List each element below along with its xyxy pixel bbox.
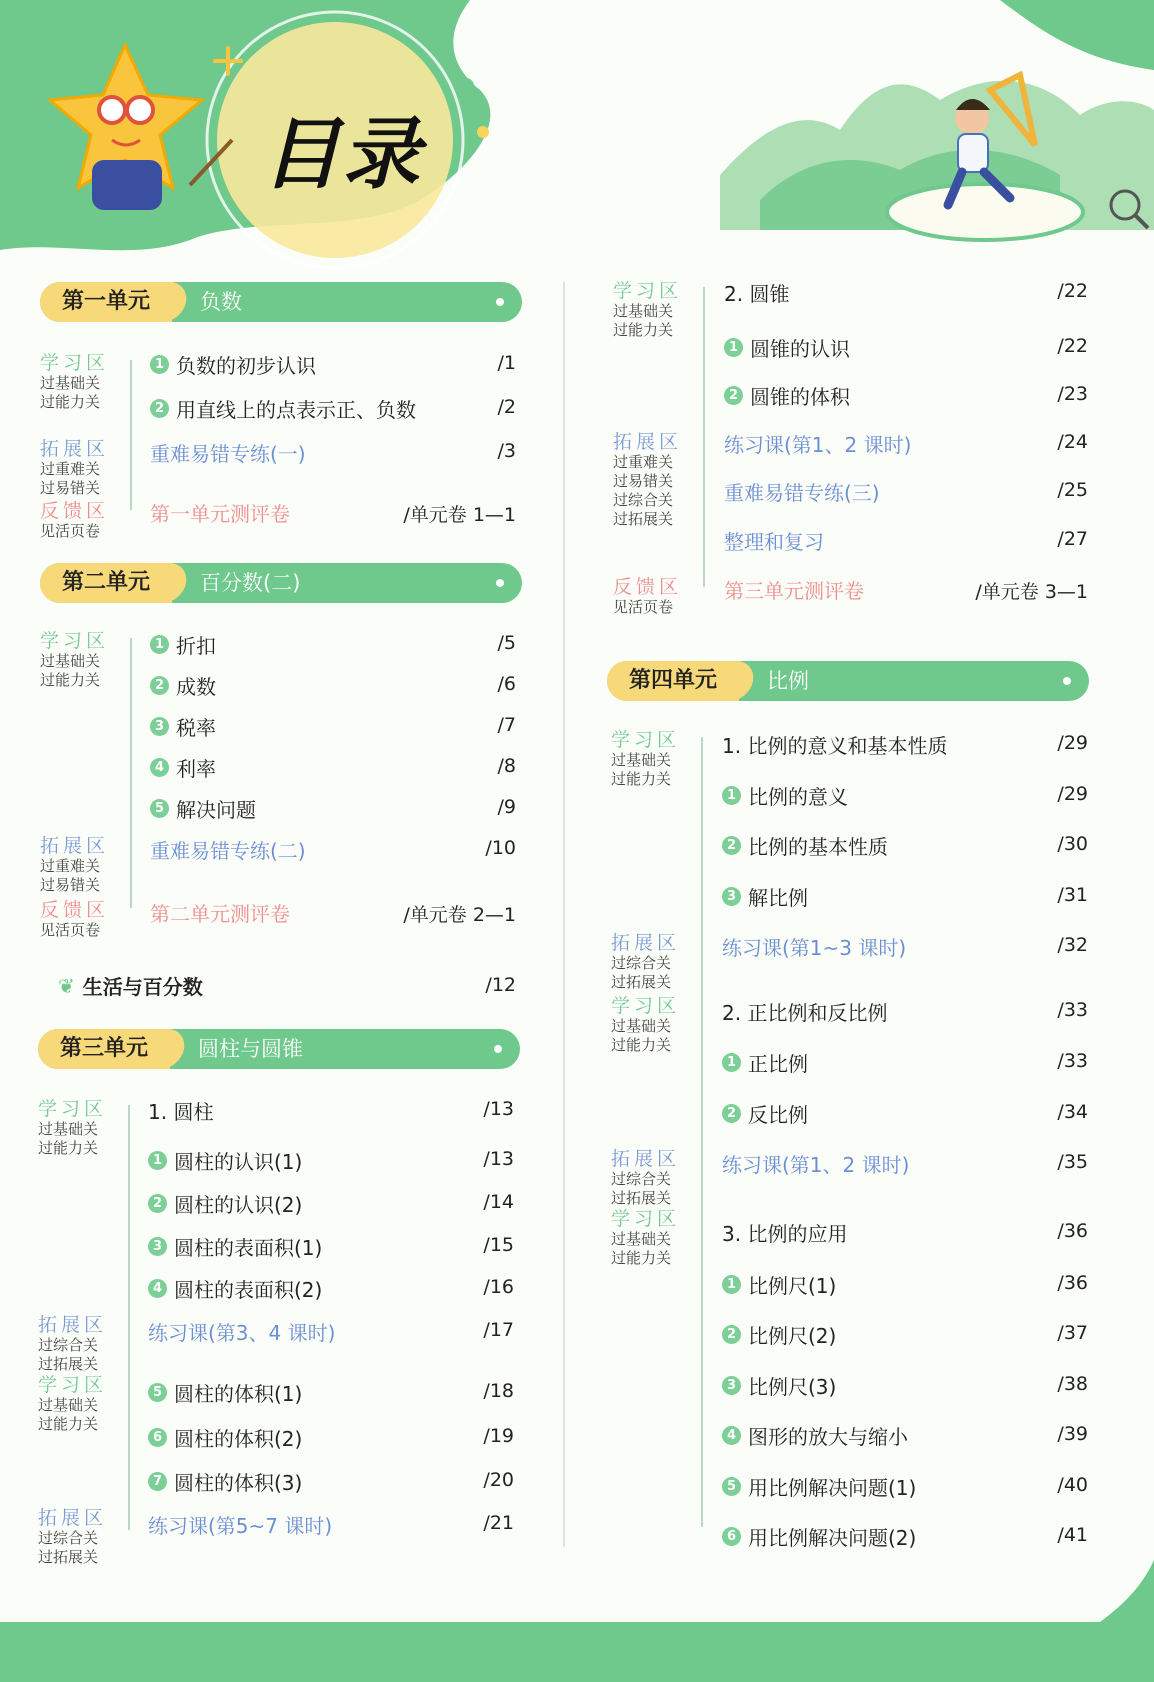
toc-entry[interactable] [722, 781, 848, 810]
page-number: /29 [1057, 732, 1088, 754]
zone-study [613, 280, 682, 340]
zone-study [40, 352, 109, 412]
toc-entry[interactable] [722, 1149, 909, 1178]
zone-study [611, 1208, 680, 1268]
number-icon: 3 [722, 887, 741, 906]
zone-line: 过能力关 [611, 1249, 672, 1267]
zone-title: 拓展区 [38, 1314, 108, 1336]
entry-title: 重难易错专练(二) [150, 839, 306, 863]
zone-line: 过能力关 [40, 671, 101, 689]
zone-title: 反馈区 [40, 899, 110, 921]
number-icon: 1 [150, 355, 169, 374]
toc-entry[interactable] [724, 477, 880, 506]
toc-entry[interactable] [722, 1099, 808, 1128]
number-icon: 7 [148, 1472, 167, 1491]
entry-title: 练习课(第1、2 课时) [722, 1153, 910, 1177]
zone-title: 学习区 [611, 1208, 681, 1230]
toc-entry[interactable] [148, 1096, 213, 1125]
zone-feedback [40, 500, 109, 541]
page-number: /10 [485, 837, 516, 859]
zone-title: 拓展区 [40, 835, 110, 857]
zone-line: 过综合关 [613, 491, 674, 509]
entry-title: 重难易错专练(三) [724, 481, 880, 505]
entry-title: 练习课(第5~7 课时) [148, 1514, 333, 1538]
toc-entry[interactable] [724, 381, 850, 410]
number-icon: 5 [150, 799, 169, 818]
zone-title: 学习区 [40, 352, 110, 374]
number-icon: 2 [150, 399, 169, 418]
zone-line: 过拓展关 [613, 510, 674, 528]
toc-entry[interactable] [150, 438, 306, 467]
page-number: /6 [497, 673, 516, 695]
entry-title: 圆锥的体积 [750, 385, 850, 409]
number-icon: 3 [722, 1376, 741, 1395]
zone-extend [38, 1314, 107, 1374]
zone-line: 见活页卷 [40, 921, 101, 939]
page-number: /3 [497, 440, 516, 462]
toc-entry[interactable] [722, 1421, 908, 1450]
page-number: /7 [497, 714, 516, 736]
toc-entry[interactable] [148, 1274, 322, 1303]
timeline [128, 1105, 130, 1530]
number-icon: 1 [722, 1053, 741, 1072]
zone-extend [611, 1148, 680, 1208]
zone-title: 学习区 [38, 1374, 108, 1396]
zone-title: 拓展区 [38, 1507, 108, 1529]
toc-entry[interactable] [150, 835, 306, 864]
toc-entry[interactable] [148, 1317, 335, 1346]
page-number: /34 [1057, 1101, 1088, 1123]
entry-title: 重难易错专练(一) [150, 442, 306, 466]
zone-line: 过重难关 [40, 857, 101, 875]
page-number: /33 [1057, 999, 1088, 1021]
toc-entry[interactable] [724, 429, 911, 458]
toc-entry[interactable] [148, 1467, 302, 1496]
page-number: /16 [483, 1276, 514, 1298]
page-number: /20 [483, 1469, 514, 1491]
zone-line: 过易错关 [40, 479, 101, 497]
page-number: /5 [497, 632, 516, 654]
entry-title: 比例尺(2) [748, 1324, 837, 1348]
entry-title: 比例尺(1) [748, 1274, 837, 1298]
zone-extend [613, 431, 682, 529]
page-number: /29 [1057, 783, 1088, 805]
dot-icon [1063, 677, 1071, 685]
toc-entry[interactable] [722, 1270, 836, 1299]
toc-entry[interactable] [150, 794, 256, 823]
zone-line: 过拓展关 [38, 1355, 99, 1373]
sprout-icon: ❦ [58, 973, 75, 998]
page-number: /21 [483, 1512, 514, 1534]
zone-title: 拓展区 [611, 1148, 681, 1170]
zone-study [611, 995, 680, 1055]
zone-feedback [613, 576, 682, 617]
page-number: /40 [1057, 1474, 1088, 1496]
page-number: /23 [1057, 383, 1088, 405]
toc-entry[interactable] [150, 712, 216, 741]
page-number: /22 [1057, 335, 1088, 357]
zone-line: 过综合关 [611, 1170, 672, 1188]
page-number: /25 [1057, 479, 1088, 501]
page-number: /41 [1057, 1524, 1088, 1546]
toc-entry[interactable] [150, 498, 290, 527]
toc-entry[interactable] [722, 730, 947, 759]
entry-title: 比例的意义 [748, 785, 848, 809]
page-number: /35 [1057, 1151, 1088, 1173]
zone-line: 过能力关 [611, 1036, 672, 1054]
zone-line: 过基础关 [613, 302, 674, 320]
page-number: /36 [1057, 1272, 1088, 1294]
unit-name: 第四单元 [607, 661, 739, 701]
page-number: /32 [1057, 934, 1088, 956]
toc-entry[interactable] [150, 394, 416, 423]
zone-line: 过拓展关 [611, 1189, 672, 1207]
page-number: /2 [497, 396, 516, 418]
toc-entry[interactable] [722, 831, 888, 860]
number-icon: 4 [150, 758, 169, 777]
toc-entry[interactable] [150, 753, 216, 782]
toc-entry[interactable] [724, 526, 824, 555]
number-icon: 6 [148, 1428, 167, 1447]
page-number: /8 [497, 755, 516, 777]
toc-entry[interactable] [722, 932, 906, 961]
page-title: 目录 [262, 110, 423, 200]
page-number: /33 [1057, 1050, 1088, 1072]
entry-title: 反比例 [748, 1103, 808, 1127]
number-icon: 5 [148, 1383, 167, 1402]
zone-line: 过能力关 [613, 321, 674, 339]
zone-line: 过能力关 [40, 393, 101, 411]
zone-extend [40, 835, 109, 895]
toc-entry[interactable] [722, 1472, 916, 1501]
zone-line: 过能力关 [38, 1415, 99, 1433]
zone-extend [611, 932, 680, 992]
timeline [130, 638, 132, 908]
zone-line: 过基础关 [38, 1120, 99, 1138]
entry-title: 负数的初步认识 [176, 354, 316, 378]
zone-line: 过基础关 [611, 751, 672, 769]
timeline [701, 737, 703, 1527]
page-number: /单元卷 3—1 [975, 581, 1088, 603]
dot-icon [494, 1045, 502, 1053]
zone-study [611, 729, 680, 789]
entry-title: 用直线上的点表示正、负数 [176, 398, 416, 422]
zone-title: 反馈区 [613, 576, 683, 598]
entry-title: 圆锥的认识 [750, 337, 850, 361]
entry-title: 第三单元测评卷 [724, 579, 864, 603]
page-number: /12 [485, 974, 516, 996]
zone-line: 见活页卷 [40, 522, 101, 540]
entry-title: 比例的基本性质 [748, 835, 888, 859]
page-number: /38 [1057, 1373, 1088, 1395]
zone-line: 过基础关 [38, 1396, 99, 1414]
entry-title: 圆柱的体积(3) [174, 1471, 303, 1495]
toc-entry[interactable] [724, 333, 850, 362]
zone-line: 过易错关 [613, 472, 674, 490]
page-number: /37 [1057, 1322, 1088, 1344]
zone-study [38, 1098, 107, 1158]
zone-line: 过综合关 [38, 1336, 99, 1354]
number-icon: 1 [722, 1275, 741, 1294]
number-icon: 3 [148, 1237, 167, 1256]
number-icon: 1 [148, 1151, 167, 1170]
unit-topic: 圆柱与圆锥 [198, 1037, 304, 1061]
zone-line: 过基础关 [40, 374, 101, 392]
entry-title: 2. 圆锥 [724, 282, 790, 306]
page-number: /22 [1057, 280, 1088, 302]
entry-title: 圆柱的表面积(1) [174, 1236, 323, 1260]
unit-header [607, 661, 1089, 701]
number-icon: 2 [722, 1104, 741, 1123]
unit-name: 第一单元 [40, 282, 172, 322]
entry-title: 圆柱的认识(1) [174, 1150, 303, 1174]
toc-entry[interactable] [150, 898, 290, 927]
zone-title: 学习区 [38, 1098, 108, 1120]
entry-title: 生活与百分数 [82, 975, 203, 999]
entry-title: 圆柱的体积(1) [174, 1382, 303, 1406]
number-icon: 2 [150, 676, 169, 695]
number-icon: 1 [724, 338, 743, 357]
number-icon: 1 [722, 786, 741, 805]
entry-title: 比例尺(3) [748, 1375, 837, 1399]
zone-study [38, 1374, 107, 1434]
zone-title: 拓展区 [40, 438, 110, 460]
number-icon: 4 [722, 1426, 741, 1445]
zone-line: 过能力关 [611, 770, 672, 788]
zone-line: 过拓展关 [38, 1548, 99, 1566]
number-icon: 2 [148, 1194, 167, 1213]
toc-entry[interactable] [148, 1378, 302, 1407]
page-number: /18 [483, 1380, 514, 1402]
zone-line: 过基础关 [611, 1230, 672, 1248]
page-number: /19 [483, 1425, 514, 1447]
zone-feedback [40, 899, 109, 940]
number-icon: 6 [722, 1527, 741, 1546]
toc-entry[interactable] [148, 1423, 302, 1452]
entry-title: 3. 比例的应用 [722, 1222, 848, 1246]
zone-title: 学习区 [613, 280, 683, 302]
entry-title: 圆柱的认识(2) [174, 1193, 303, 1217]
page-number: /31 [1057, 884, 1088, 906]
zone-extend [38, 1507, 107, 1567]
zone-line: 过综合关 [611, 954, 672, 972]
toc-entry[interactable] [150, 630, 216, 659]
entry-title: 练习课(第1~3 课时) [722, 936, 907, 960]
column-divider [563, 282, 565, 1547]
unit-name: 第二单元 [40, 563, 172, 603]
entry-title: 利率 [176, 757, 216, 781]
entry-title: 图形的放大与缩小 [748, 1425, 908, 1449]
number-icon: 4 [148, 1279, 167, 1298]
zone-title: 学习区 [611, 729, 681, 751]
entry-title: 第二单元测评卷 [150, 902, 290, 926]
zone-title: 反馈区 [40, 500, 110, 522]
zone-study [40, 630, 109, 690]
unit-header [40, 563, 522, 603]
page-number: /27 [1057, 528, 1088, 550]
zone-line: 过基础关 [611, 1017, 672, 1035]
entry-title: 练习课(第3、4 课时) [148, 1321, 336, 1345]
unit-topic: 比例 [767, 669, 810, 693]
toc-entry[interactable] [722, 1218, 847, 1247]
number-icon: 5 [722, 1477, 741, 1496]
entry-title: 用比例解决问题(2) [748, 1526, 917, 1550]
zone-title: 学习区 [40, 630, 110, 652]
number-icon: 3 [150, 717, 169, 736]
entry-title: 正比例 [748, 1052, 808, 1076]
zone-title: 学习区 [611, 995, 681, 1017]
entry-title: 1. 圆柱 [148, 1100, 214, 1124]
zone-extend [40, 438, 109, 498]
unit-name: 第三单元 [38, 1029, 170, 1069]
unit-topic: 负数 [200, 290, 243, 314]
zone-line: 过综合关 [38, 1529, 99, 1547]
entry-title: 第一单元测评卷 [150, 502, 290, 526]
page-number: /单元卷 1—1 [403, 504, 516, 526]
toc-entry[interactable] [148, 1232, 322, 1261]
toc-entry[interactable] [722, 1522, 916, 1551]
timeline [130, 360, 132, 510]
page-number: /15 [483, 1234, 514, 1256]
entry-title: 解比例 [748, 886, 808, 910]
zone-line: 过拓展关 [611, 973, 672, 991]
toc-entry[interactable] [148, 1146, 302, 1175]
dot-icon [496, 579, 504, 587]
page-number: /13 [483, 1148, 514, 1170]
zone-line: 过能力关 [38, 1139, 99, 1157]
page-number: /14 [483, 1191, 514, 1213]
page-number: /单元卷 2—1 [403, 904, 516, 926]
toc-entry[interactable] [150, 671, 216, 700]
number-icon: 1 [150, 635, 169, 654]
page-number: /1 [497, 352, 516, 374]
toc-entry[interactable] [722, 1048, 808, 1077]
entry-title: 圆柱的体积(2) [174, 1427, 303, 1451]
entry-title: 用比例解决问题(1) [748, 1476, 917, 1500]
entry-title: 解决问题 [176, 798, 256, 822]
unit-header [40, 282, 522, 322]
zone-title: 拓展区 [613, 431, 683, 453]
toc-entry[interactable] [722, 997, 887, 1026]
page-number: /9 [497, 796, 516, 818]
number-icon: 2 [722, 1325, 741, 1344]
page-number: /17 [483, 1319, 514, 1341]
number-icon: 2 [722, 836, 741, 855]
zone-line: 过基础关 [40, 652, 101, 670]
toc-entry[interactable] [724, 575, 864, 604]
toc-entry[interactable] [722, 1320, 836, 1349]
page-number: /39 [1057, 1423, 1088, 1445]
toc-entry[interactable] [148, 1189, 302, 1218]
entry-title: 折扣 [176, 634, 216, 658]
number-icon: 2 [724, 386, 743, 405]
page-number: /30 [1057, 833, 1088, 855]
page-number: /13 [483, 1098, 514, 1120]
zone-title: 拓展区 [611, 932, 681, 954]
entry-title: 圆柱的表面积(2) [174, 1278, 323, 1302]
zone-line: 过重难关 [613, 453, 674, 471]
unit-header [38, 1029, 520, 1069]
entry-title: 1. 比例的意义和基本性质 [722, 734, 948, 758]
zone-line: 过重难关 [40, 460, 101, 478]
entry-title: 整理和复习 [724, 530, 824, 554]
zone-line: 见活页卷 [613, 598, 674, 616]
toc-entry[interactable] [150, 350, 316, 379]
page-number: /24 [1057, 431, 1088, 453]
timeline [703, 287, 705, 587]
toc-entry-special[interactable] [58, 971, 203, 1000]
entry-title: 成数 [176, 675, 216, 699]
dot-icon [496, 298, 504, 306]
page-number: /36 [1057, 1220, 1088, 1242]
toc-entry[interactable] [724, 278, 789, 307]
unit-topic: 百分数(二) [200, 571, 301, 595]
entry-title: 2. 正比例和反比例 [722, 1001, 888, 1025]
entry-title: 税率 [176, 716, 216, 740]
entry-title: 练习课(第1、2 课时) [724, 433, 912, 457]
zone-line: 过易错关 [40, 876, 101, 894]
toc-entry[interactable] [148, 1510, 332, 1539]
toc-entry[interactable] [722, 1371, 836, 1400]
toc-entry[interactable] [722, 882, 808, 911]
